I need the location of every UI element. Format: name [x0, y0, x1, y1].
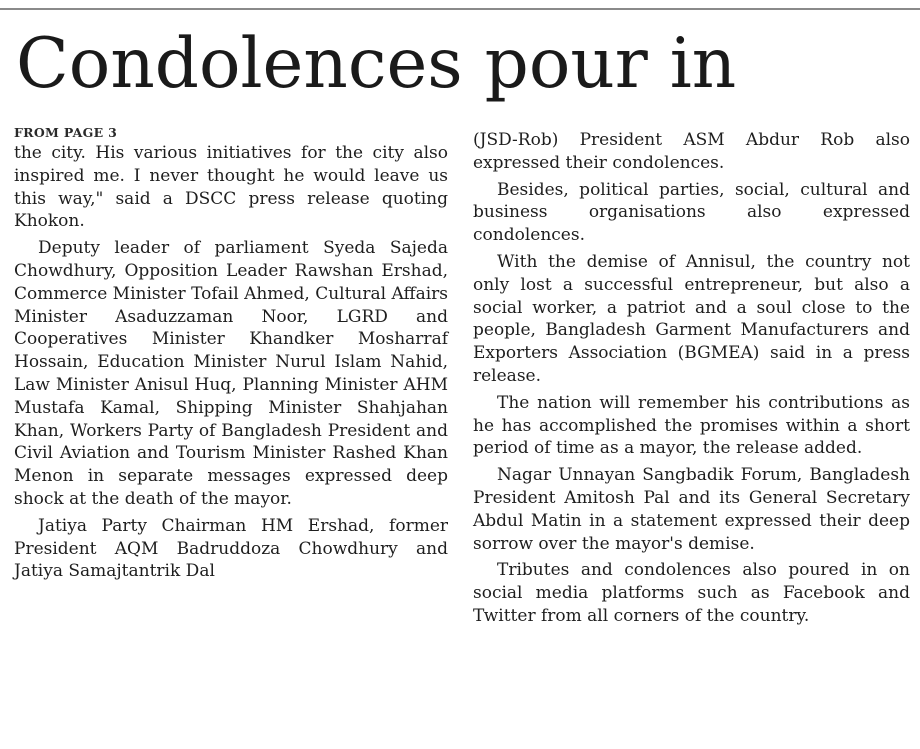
paragraph: Nagar Unnayan Sangbadik Forum, Bangladesh President Amitosh Pal and its General Secretary Abdul Matin in a statement expressed their deep sorrow over the mayor's demise. — [473, 465, 910, 554]
right-column — [473, 129, 910, 632]
jumpline: FROM PAGE 3 — [14, 125, 118, 140]
paragraph: the city. His various initiatives for the city also inspired me. I never thought he would leave us this way," said a DSCC press release quoting Khokon. — [14, 143, 448, 232]
top-rule — [0, 8, 920, 10]
paragraph: Jatiya Party Chairman HM Ershad, former President AQM Badruddoza Chowdhury and Jatiya Samajtantrik Dal — [14, 515, 448, 582]
left-column — [14, 124, 448, 587]
paragraph: With the demise of Annisul, the country not only lost a successful entrepreneur, but also a social worker, a patriot and a soul close to the people, Bangladesh Garment Manufacturers and Exporters Association (BGMEA) said in a press release. — [473, 251, 910, 386]
paragraph: Besides, political parties, social, cultural and business organisations also expressed condolences. — [473, 179, 910, 246]
paragraph: The nation will remember his contributions as he has accomplished the promises within a short period of time as a mayor, the release added. — [473, 392, 910, 459]
paragraph: (JSD-Rob) President ASM Abdur Rob also expressed their condolences. — [473, 130, 910, 173]
paragraph: Tributes and condolences also poured in on social media platforms such as Facebook and Twitter from all corners of the country. — [473, 560, 910, 626]
headline: Condolences pour in — [16, 24, 737, 104]
paragraph: Deputy leader of parliament Syeda Sajeda Chowdhury, Opposition Leader Rawshan Ershad, Commerce Minister Tofail Ahmed, Cultural Affairs Minister Asaduzzaman Noor, LGRD and Cooperatives Minister Khandker Mosharraf Hossain, Education Minister Nurul Islam Nahid, Law Minister Anisul Huq, Planning Minister AHM Mustafa Kamal, Shipping Minister Shahjahan Khan, Workers Party of Bangladesh President and Civil Aviation and Tourism Minister Rashed Khan Menon in separate messages expressed deep shock at the death of the mayor. — [14, 238, 448, 509]
